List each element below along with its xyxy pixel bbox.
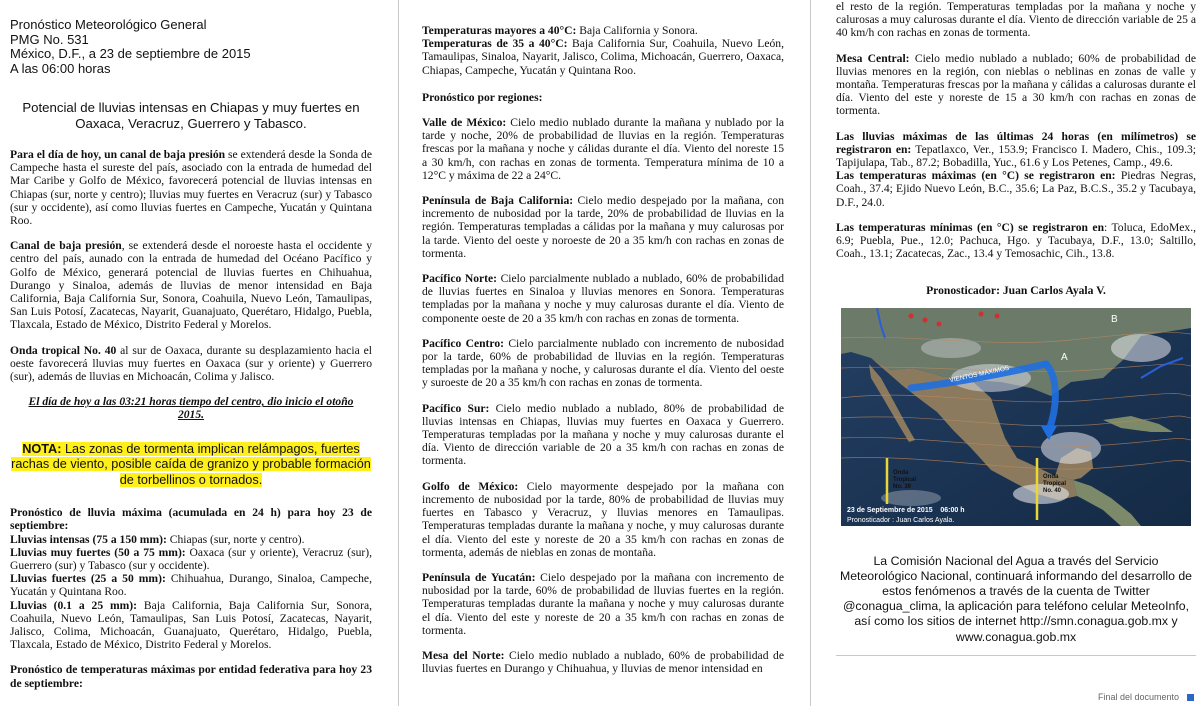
region-forecast <box>422 337 784 390</box>
svg-text:A: A <box>1061 351 1068 363</box>
bulletin-time: A las 06:00 horas <box>10 60 111 76</box>
rain-list <box>10 533 372 652</box>
region-name: Mesa del Norte: <box>422 648 505 662</box>
paragraph-lead: Onda tropical No. 40 <box>10 343 117 357</box>
rain-heading: Pronóstico de lluvia máxima (acumulada en 24 h) para hoy 23 de septiembre: <box>10 506 372 533</box>
paragraph-body: al sur de Oaxaca, durante su desplazamiento hacia el oeste favorecerá lluvias muy fuertes en Oaxaca (sur y oriente) y Guerrero (sur), además de lluvias en Michoacán, Colima y Jalisco. <box>10 343 372 384</box>
record-label: Las lluvias máximas de las últimas 24 horas (en milímetros) se registraron en: <box>836 129 1196 156</box>
tropical-wave-40-label: Onda Tropical No. 40 <box>1043 473 1067 494</box>
rain-item-label: Lluvias (0.1 a 25 mm): <box>10 598 138 612</box>
map-date-label: 23 de Septiembre de 2015 06:00 h <box>847 506 965 514</box>
region-text: Cielo parcialmente nublado a nublado, 60% de probabilidad de lluvias fuertes en Sinaloa y lluvias menores en Sonora. Temperaturas templadas por la mañana y noche y muy calurosas durante el día. Viento de componente oeste de 20 a 35 km/h con rachas en zonas de tormenta. <box>422 272 784 325</box>
max-temp-records <box>836 169 1196 209</box>
page-column-right <box>836 0 1196 706</box>
bulletin-date: México, D.F., a 23 de septiembre de 2015 <box>10 46 251 61</box>
rain-item <box>10 546 372 572</box>
svg-text:B: B <box>1111 313 1118 325</box>
footer-marker-icon <box>1187 694 1194 701</box>
region-text: Cielo medio despejado por la mañana, con incremento de nubosidad por la tarde, 20% de probabilidad de lluvias en la región. Temperaturas templadas a cálidas por la mañana y muy calurosas por la tarde. Viento del oeste y noroeste de 20 a 35 km/h con rachas en zonas de tormenta. <box>422 194 784 260</box>
region-forecast <box>422 116 784 182</box>
region-forecast <box>422 571 784 637</box>
temp-heading: Pronóstico de temperaturas máximas por entidad federativa para hoy 23 de septiembre: <box>10 663 372 690</box>
rain-item-text: Chihuahua, Durango, Sinaloa, Campeche, Yucatán y Quintana Roo. <box>10 572 372 599</box>
rain-item <box>10 572 372 598</box>
rain-item <box>10 533 372 546</box>
tropical-wave-39-label: Onda Tropical No. 39 <box>893 469 917 490</box>
rain-item-text: Baja California, Baja California Sur, Sonora, Coahuila, Nuevo León, Tamaulipas, San Luis Potosí, Zacatecas, Nayarit, Jalisco, Colima, Michoacán, Guanajuato, Querétaro, Hidalgo, Puebla, Tlaxcala, Estado de México, Distrito Federal y Morelos. <box>10 598 372 652</box>
page-column-middle <box>422 0 784 706</box>
satellite-map-image <box>841 308 1191 526</box>
map-forecaster-label: Pronosticador : Juan Carlos Ayala. <box>847 516 955 524</box>
paragraph-body: , se extenderá desde el noroeste hasta el occidente y centro del país, aunado con la entrada de humedad del Océano Pacífico y Golfo de México, generará potencial de lluvias fuertes en Chihuahua, Durango y Sinaloa, además de lluvias de menor intensidad en Baja California, Baja California Sur, Sonora, Coahuila, Nuevo León, Tamaulipas, San Luis Potosí, Zacatecas, Nayarit, Guanajuato, Querétaro, Hidalgo, Puebla, Tlaxcala, Estado de México, Distrito Federal y Morelos. <box>10 239 372 332</box>
nota-box <box>10 442 372 489</box>
region-text: Cielo despejado por la mañana con incremento de nubosidad por la tarde, 60% de probabilidad de lluvias fuertes en la región. Temperaturas templadas durante la mañana y noche y muy calurosas durante el día. Viento del este y noreste de 20 a 35 km/h con rachas en zonas de tormenta. <box>422 570 784 637</box>
max-rain-24h <box>836 130 1196 170</box>
temp-text: Baja California Sur, Coahuila, Nuevo León, Tamaulipas, Sinaloa, Nayarit, Jalisco, Colima, Michoacán, Guerrero, Oaxaca, Chiapas, Campeche, Yucatán y Quintana Roo. <box>422 37 784 77</box>
record-text: Tepatlaxco, Ver., 153.9; Francisco I. Madero, Chis., 109.3; Tapijulapa, Tab., 87.2; Bobadilla, Yuc., 61.6 y Los Petenes, Camp., 49.6. <box>836 142 1196 170</box>
footer-text: Final del documento <box>1097 692 1179 702</box>
region-forecast <box>422 272 784 325</box>
min-temp-records <box>836 221 1196 261</box>
satellite-map <box>841 308 1191 526</box>
region-name: Valle de México: <box>422 116 507 130</box>
region-mesa-central <box>836 52 1196 118</box>
region-forecast <box>422 649 784 675</box>
region-text: Cielo medio nublado a nublado; 60% de probabilidad de lluvias menores en la región, con nieblas o neblinas en zonas de valle y montaña. Temperaturas frescas por la mañana y cálidas a calurosas durante el día. Viento del este y noreste de 15 a 30 km/h con rachas en zonas de tormenta. <box>836 51 1196 118</box>
paragraph-lead: Canal de baja presión <box>10 239 122 253</box>
footer-divider <box>836 655 1196 656</box>
record-text: : Toluca, EdoMex., 6.9; Puebla, Pue., 12.0; Pachuca, Hgo. y Tacubaya, D.F., 13.0; Saltillo, Coah., 13.1; Zacatecas, Zac., 13.4 y Temosachic, Cih., 13.8. <box>836 220 1196 261</box>
paragraph-low-pressure-1 <box>10 148 372 227</box>
document-footer <box>1098 692 1194 702</box>
winds-label: VIENTOS MÁXIMOS <box>948 364 1010 384</box>
nota-text: Las zonas de tormenta implican relámpagos, fuertes rachas de viento, posible caída de granizo y probable formación de torbellinos o tornados. <box>11 441 371 487</box>
region-text: Cielo medio nublado a nublado, 80% de probabilidad de lluvias intensas en Chiapas, lluvias muy fuertes en Oaxaca y Guerrero. Temperaturas templadas por la mañana y noche y muy calurosas durante el día. Viento de dirección variable de 20 a 35 km/h con rachas en zonas de tormenta. <box>422 401 784 468</box>
closing-notice: La Comisión Nacional del Agua a través del Servicio Meteorológico Nacional, continuará informando del desarrollo de estos fenómenos a través de la cuenta de Twitter @conagua_clima, la aplicación para teléfono celular MeteoInfo, así como los sitios de internet http://smn.conagua.gob.mx y www.conagua.gob.mx <box>839 553 1193 644</box>
record-text: Piedras Negras, Coah., 37.4; Ejido Nuevo León, B.C., 35.6; La Paz, B.C.S., 35.2 y Tacubaya, D.F., 24.0. <box>836 169 1196 209</box>
rain-item-label: Lluvias intensas (75 a 150 mm): <box>10 532 167 546</box>
paragraph-body: se extenderá desde la Sonda de Campeche hasta el sureste del país, asociado con la entrada de humedad del Mar Caribe y Golfo de México, favorecerá potencial de lluvias intensas en Chiapas (sur, norte y centro); lluvias muy fuertes en Veracruz (sur) y Tabasco (sur y occidente), así como lluvias fuertes en Campeche, Yucatán y Quintana Roo. <box>10 148 372 228</box>
column-divider <box>810 0 811 706</box>
record-label: Las temperaturas mínimas (en °C) se registraron en <box>836 220 1105 234</box>
region-forecast <box>422 194 784 260</box>
column-divider <box>398 0 399 706</box>
region-text: Cielo medio nublado a nublado, 60% de probabilidad de lluvias fuertes en Durango y Chihuahua, y lluvias de menor intensidad en <box>422 648 784 676</box>
rain-item-label: Lluvias muy fuertes (50 a 75 mm): <box>10 545 186 559</box>
rain-item <box>10 599 372 652</box>
temp-label: Temperaturas de 35 a 40°C: <box>422 37 568 51</box>
region-name: Península de Baja California: <box>422 194 574 208</box>
record-label: Las temperaturas máximas (en °C) se registraron en: <box>836 169 1116 183</box>
region-name: Península de Yucatán: <box>422 570 536 584</box>
page-column-left <box>10 0 372 706</box>
bulletin-title: Potencial de lluvias intensas en Chiapas y muy fuertes en Oaxaca, Veracruz, Guerrero y Tabasco. <box>22 100 360 131</box>
regions-list <box>422 116 784 675</box>
region-text: Cielo medio nublado durante la mañana y nublado por la tarde y noche, 20% de probabilidad de lluvias en la región. Temperaturas frescas por la mañana y noche y cálidas durante el día. Viento del noreste 15 a 30 km/h, con rachas en zonas de tormenta. Temperatura mínima de 10 a 12°C y máxima de 22 a 24°C. <box>422 116 784 182</box>
region-name: Pacífico Norte: <box>422 272 498 286</box>
bulletin-number: PMG No. 531 <box>10 31 89 47</box>
autumn-note: El día de hoy a las 03:21 horas tiempo del centro, dio inicio el otoño 2015. <box>28 395 354 422</box>
region-text: Cielo parcialmente nublado con incremento de nubosidad por la tarde, 60% de probabilidad de lluvias en la región. Temperaturas templadas por la mañana y noche, y calurosas durante el día. Viento del oeste y suroeste de 20 a 35 km/h con rachas en zonas de tormenta. <box>422 336 784 390</box>
bulletin-header <box>10 18 372 76</box>
region-name: Mesa Central: <box>836 51 910 65</box>
region-forecast <box>422 402 784 468</box>
temp-over-40 <box>422 24 784 37</box>
nota-label: NOTA: <box>22 441 62 456</box>
mesa-norte-continuation: el resto de la región. Temperaturas templadas por la mañana y noche y calurosas a muy calurosas durante el día. Viento de dirección variable de 25 a 40 km/h con rachas en zonas de tormenta. <box>836 0 1196 40</box>
rain-item-text: Chiapas (sur, norte y centro). <box>166 532 305 546</box>
paragraph-low-pressure-2 <box>10 239 372 331</box>
bulletin-name: Pronóstico Meteorológico General <box>10 17 207 32</box>
paragraph-lead: Para el día de hoy, un canal de baja presión <box>10 148 226 161</box>
rain-item-text: Oaxaca (sur y oriente), Veracruz (sur), Guerrero (sur) y Tabasco (sur y occidente). <box>10 545 372 572</box>
regions-heading: Pronóstico por regiones: <box>422 90 543 104</box>
region-name: Pacífico Centro: <box>422 336 505 350</box>
temp-text: Baja California y Sonora. <box>576 24 698 37</box>
region-name: Pacífico Sur: <box>422 401 490 415</box>
region-forecast <box>422 480 784 559</box>
region-text: Cielo mayormente despejado por la mañana con incremento de nubosidad por la tarde, 80% de probabilidad de lluvias muy fuertes en Tabasco y Veracruz, y lluvias menores en Tamaulipas. Temperaturas templadas durante la mañana y noche, y muy calurosas durante el día. Viento del este y noreste de 20 a 35 km/h con rachas en zonas de tormenta, además de nieblas en zonas de montaña. <box>422 479 784 559</box>
paragraph-tropical-wave <box>10 344 372 384</box>
temp-label: Temperaturas mayores a 40°C: <box>422 24 577 37</box>
region-name: Golfo de México: <box>422 479 519 493</box>
forecaster-name: Pronosticador: Juan Carlos Ayala V. <box>926 284 1106 298</box>
rain-item-label: Lluvias fuertes (25 a 50 mm): <box>10 572 166 586</box>
temp-35-40 <box>422 37 784 77</box>
